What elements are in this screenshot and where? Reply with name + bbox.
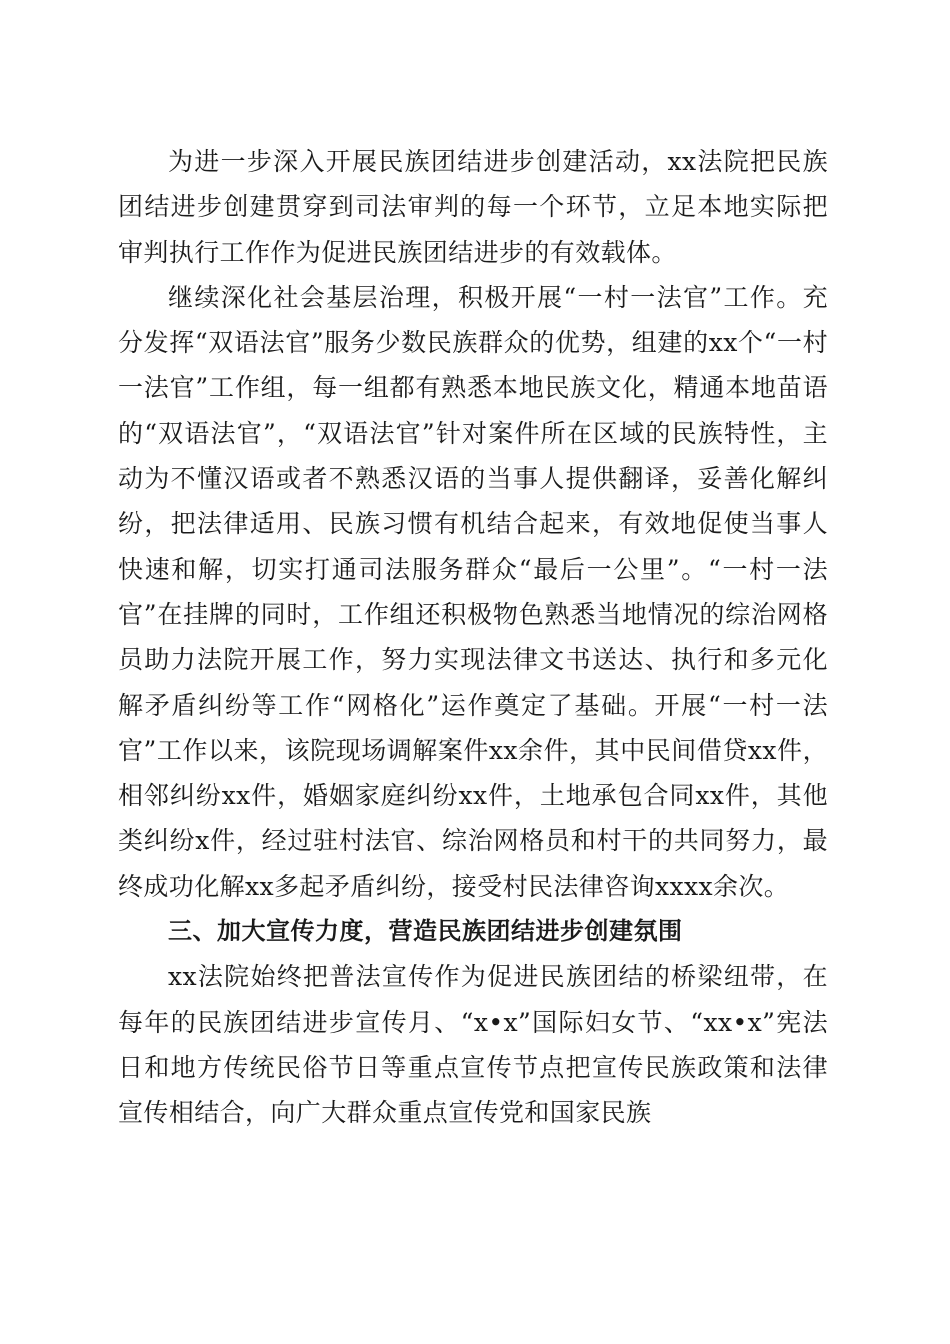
- grassroots-governance-paragraph: 继续深化社会基层治理，积极开展“一村一法官”工作。充分发挥“双语法官”服务少数民族群众的优势，组建的xx个“一村一法官”工作组，每一组都有熟悉本地民族文化，精通本地苗语的“双语法官”，“双语法官”针对案件所在区域的民族特性，主动为不懂汉语或者不熟悉汉语的当事人提供翻译，妥善化解纠纷，把法律适用、民族习惯有机结合起来，有效地促使当事人快速和解，切实打通司法服务群众“最后一公里”。“一村一法官”在挂牌的同时，工作组还积极物色熟悉当地情况的综治网格员助力法院开展工作，努力实现法律文书送达、执行和多元化解矛盾纠纷等工作“网格化”运作奠定了基础。开展“一村一法官”工作以来，该院现场调解案件xx余件，其中民间借贷xx件，相邻纠纷xx件，婚姻家庭纠纷xx件，土地承包合同xx件，其他类纠纷x件，经过驻村法官、综治网格员和村干的共同努力，最终成功化解xx多起矛盾纠纷，接受村民法律咨询xxxx余次。: [118, 282, 828, 901]
- publicity-paragraph: xx法院始终把普法宣传作为促进民族团结的桥梁纽带，在每年的民族团结进步宣传月、“x•x”国际妇女节、“xx•x”宪法日和地方传统民俗节日等重点宣传节点把宣传民族政策和法律宣传相结合，向广大群众重点宣传党和国家民族: [118, 962, 828, 1128]
- document-body: [118, 139, 828, 1136]
- intro-paragraph: 为进一步深入开展民族团结进步创建活动，xx法院把民族团结进步创建贯穿到司法审判的每一个环节，立足本地实际把审判执行工作作为促进民族团结进步的有效载体。: [118, 147, 828, 267]
- section-heading: 三、加大宣传力度，营造民族团结进步创建氛围: [168, 917, 683, 946]
